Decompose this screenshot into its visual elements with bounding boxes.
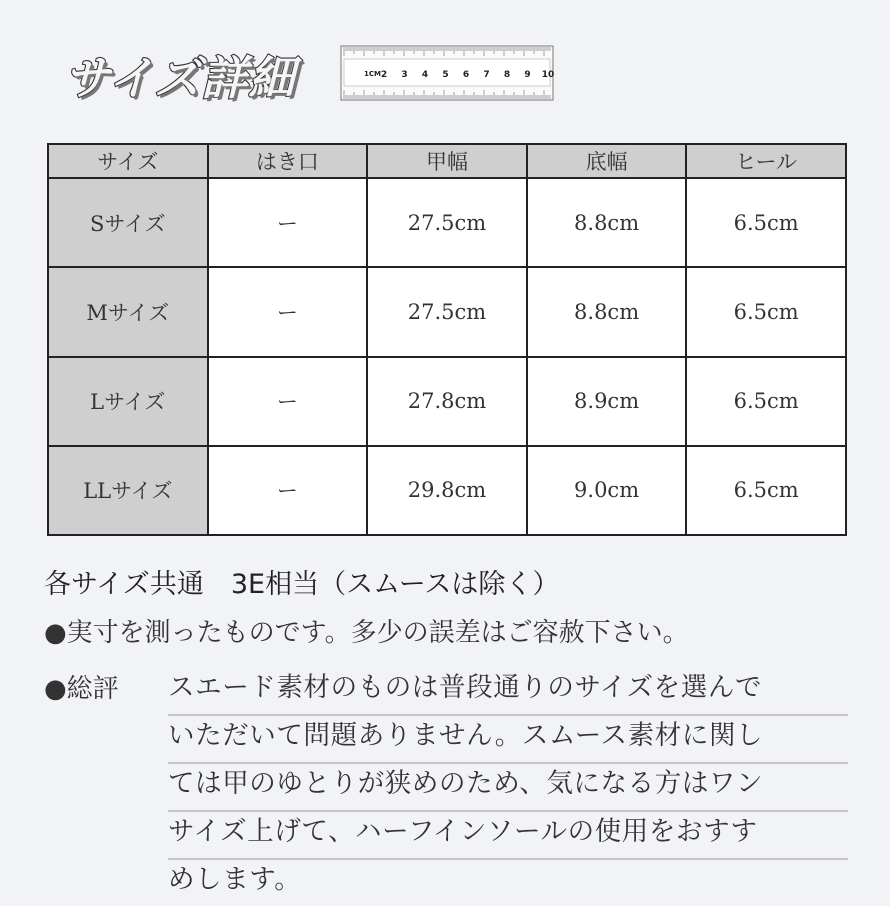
table-cell: 6.5cm [686, 267, 846, 356]
review-text [168, 668, 848, 906]
table-cell: ー [208, 446, 368, 535]
ruler-icon [340, 45, 554, 101]
ruler-number: 2 [380, 70, 388, 80]
review-label: ●総評 [44, 674, 119, 704]
header-cell-instep-width: 甲幅 [367, 144, 527, 178]
ruler-number: 6 [462, 70, 470, 80]
table-cell: ー [208, 267, 368, 356]
review-line: いただいて問題ありません。スムース素材に関し [168, 716, 848, 764]
ruler-unit-label: 1CM [364, 70, 381, 78]
table-cell: ー [208, 178, 368, 267]
table-cell: 27.8cm [367, 357, 527, 446]
page-title: サイズ詳細 [64, 51, 296, 105]
review-line: めします。 [168, 864, 302, 895]
table-cell: 8.9cm [527, 357, 687, 446]
row-label: Lサイズ [48, 357, 208, 446]
table-cell: 8.8cm [527, 178, 687, 267]
table-cell: 27.5cm [367, 178, 527, 267]
common-size-note: 各サイズ共通 3E相当（スムースは除く） [44, 569, 560, 600]
table-cell: 9.0cm [527, 446, 687, 535]
table-cell: 27.5cm [367, 267, 527, 356]
table-row [48, 357, 846, 446]
header-cell-opening: はき口 [208, 144, 368, 178]
header-cell-sole-width: 底幅 [527, 144, 687, 178]
review-line: サイズ上げて、ハーフインソールの使用をおすす [168, 812, 848, 860]
row-label: Mサイズ [48, 267, 208, 356]
table-header-row [48, 144, 846, 178]
ruler-number: 9 [524, 70, 531, 80]
ruler-number: 5 [442, 70, 449, 80]
ruler-number: 4 [421, 70, 429, 80]
measurement-note: ●実寸を測ったものです。多少の誤差はご容赦下さい。 [44, 618, 689, 648]
table-cell: 6.5cm [686, 178, 846, 267]
table-cell: 6.5cm [686, 357, 846, 446]
ruler-number: 7 [483, 70, 490, 80]
table-cell: 29.8cm [367, 446, 527, 535]
header-cell-heel: ヒール [686, 144, 846, 178]
ruler-number: 8 [503, 70, 511, 80]
table-cell: ー [208, 357, 368, 446]
review-line: スエード素材のものは普段通りのサイズを選んで [168, 668, 848, 716]
size-table [47, 143, 847, 536]
ruler-number: 10 [541, 70, 554, 80]
review-line: ては甲のゆとりが狭めのため、気になる方はワン [168, 764, 848, 812]
table-row [48, 267, 846, 356]
row-label: Sサイズ [48, 178, 208, 267]
row-label: LLサイズ [48, 446, 208, 535]
table-row [48, 178, 846, 267]
table-cell: 6.5cm [686, 446, 846, 535]
ruler-number: 3 [401, 70, 408, 80]
header-cell-size: サイズ [48, 144, 208, 178]
table-row [48, 446, 846, 535]
table-cell: 8.8cm [527, 267, 687, 356]
